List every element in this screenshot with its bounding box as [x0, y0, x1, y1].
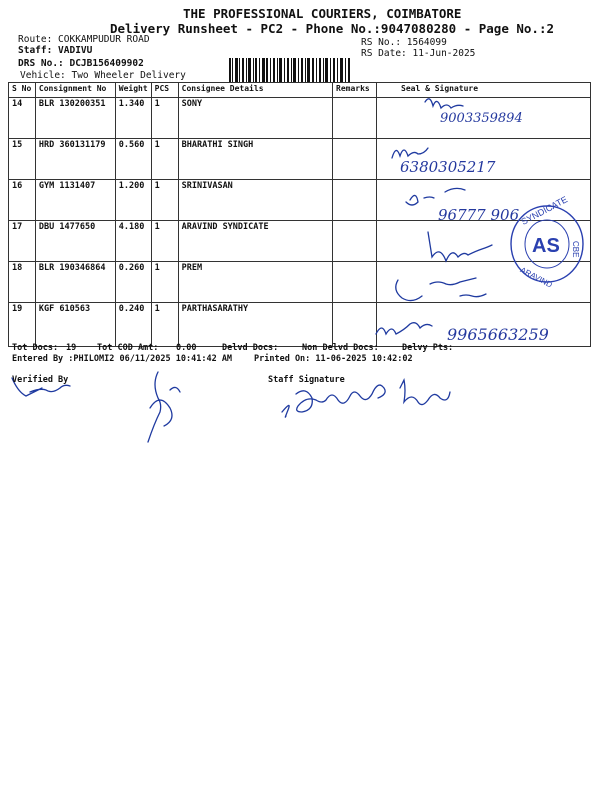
cell-consignment: KGF 610563: [35, 303, 115, 347]
delvd-docs-label: Delvd Docs:: [222, 343, 279, 353]
tot-cod-label: Tot COD Amt:: [97, 343, 159, 353]
cell-weight: 0.260: [115, 262, 151, 303]
signature-scribble: [392, 148, 428, 158]
cell-pcs: 1: [151, 221, 178, 262]
route-label: Route: COKKAMPUDUR ROAD: [18, 34, 150, 45]
vehicle-label: Vehicle: Two Wheeler Delivery: [20, 70, 186, 81]
cell-sno: 18: [9, 262, 36, 303]
cell-consignee: PREM: [178, 262, 332, 303]
cell-sno: 19: [9, 303, 36, 347]
signature-scribble: [428, 232, 492, 261]
cell-consignment: DBU 1477650: [35, 221, 115, 262]
cell-consignee: SRINIVASAN: [178, 180, 332, 221]
cell-consignment: HRD 360131179: [35, 139, 115, 180]
handwritten-phone-19: 9965663259: [447, 325, 549, 344]
delvy-pts-label: Delvy Pts:: [402, 343, 454, 353]
col-header-consignment: Consignment No: [35, 83, 115, 98]
col-header-pcs: PCS: [151, 83, 178, 98]
col-header-remarks: Remarks: [333, 83, 377, 98]
cell-consignee: PARTHASARATHY: [178, 303, 332, 347]
verified-by-label: Verified By: [12, 375, 69, 385]
handwritten-phone-15: 6380305217: [400, 158, 496, 176]
cell-weight: 4.180: [115, 221, 151, 262]
cell-sno: 16: [9, 180, 36, 221]
cell-consignee: ARAVIND SYNDICATE: [178, 221, 332, 262]
rs-no-label: RS No.: 1564099: [361, 37, 447, 48]
col-header-consignee: Consignee Details: [178, 83, 332, 98]
cell-sno: 15: [9, 139, 36, 180]
handwritten-phone-16: 96777 906: [438, 206, 520, 224]
staff-label: Staff: VADIVU: [18, 45, 93, 56]
stamp-city: CBE: [571, 241, 580, 258]
tot-docs-label: Tot Docs:: [12, 343, 59, 353]
cell-consignment: BLR 130200351: [35, 98, 115, 139]
cell-pcs: 1: [151, 262, 178, 303]
cell-consignee: SONY: [178, 98, 332, 139]
signature-scribble: [376, 323, 432, 334]
cell-weight: 1.200: [115, 180, 151, 221]
non-delvd-docs-label: Non Delvd Docs:: [302, 343, 379, 353]
printed-on: Printed On: 11-06-2025 10:42:02: [254, 354, 413, 364]
signature-scribble: [396, 278, 486, 301]
cell-weight: 1.340: [115, 98, 151, 139]
tot-cod-value: 0.00: [176, 343, 197, 353]
col-header-seal: Seal & Signature: [377, 83, 591, 98]
company-title: THE PROFESSIONAL COURIERS, COIMBATORE: [183, 6, 462, 21]
cell-consignment: GYM 1131407: [35, 180, 115, 221]
cell-weight: 0.240: [115, 303, 151, 347]
cell-pcs: 1: [151, 303, 178, 347]
cell-consignment: BLR 190346864: [35, 262, 115, 303]
verifier-signature: [148, 372, 180, 442]
col-header-sno: S No: [9, 83, 36, 98]
entered-by: Entered By :PHILOMI2 06/11/2025 10:41:42 AM: [12, 354, 233, 364]
col-header-weight: Weight: [115, 83, 151, 98]
cell-weight: 0.560: [115, 139, 151, 180]
stamp-text-top: SYNDICATE: [519, 194, 570, 227]
staff-signature-label: Staff Signature: [268, 375, 345, 385]
staff-signature: [282, 380, 450, 417]
stamp-logo: AS: [532, 235, 560, 257]
signature-scribble: [425, 99, 463, 108]
runsheet-title: Delivery Runsheet - PC2 - Phone No.:9047080280 - Page No.:2: [110, 21, 555, 36]
company-stamp: [511, 194, 583, 290]
cell-sno: 14: [9, 98, 36, 139]
tot-docs-value: 19: [66, 343, 77, 353]
stamp-text-bottom: ARAVIND: [518, 265, 554, 290]
cell-consignee: BHARATHI SINGH: [178, 139, 332, 180]
drs-label: DRS No.: DCJB156409902: [18, 58, 144, 69]
cell-sno: 17: [9, 221, 36, 262]
cell-pcs: 1: [151, 180, 178, 221]
cell-pcs: 1: [151, 98, 178, 139]
rs-date-label: RS Date: 11-Jun-2025: [361, 48, 476, 59]
handwritten-phone-14: 9003359894: [440, 111, 523, 126]
cell-pcs: 1: [151, 139, 178, 180]
signature-scribble: [406, 188, 465, 205]
